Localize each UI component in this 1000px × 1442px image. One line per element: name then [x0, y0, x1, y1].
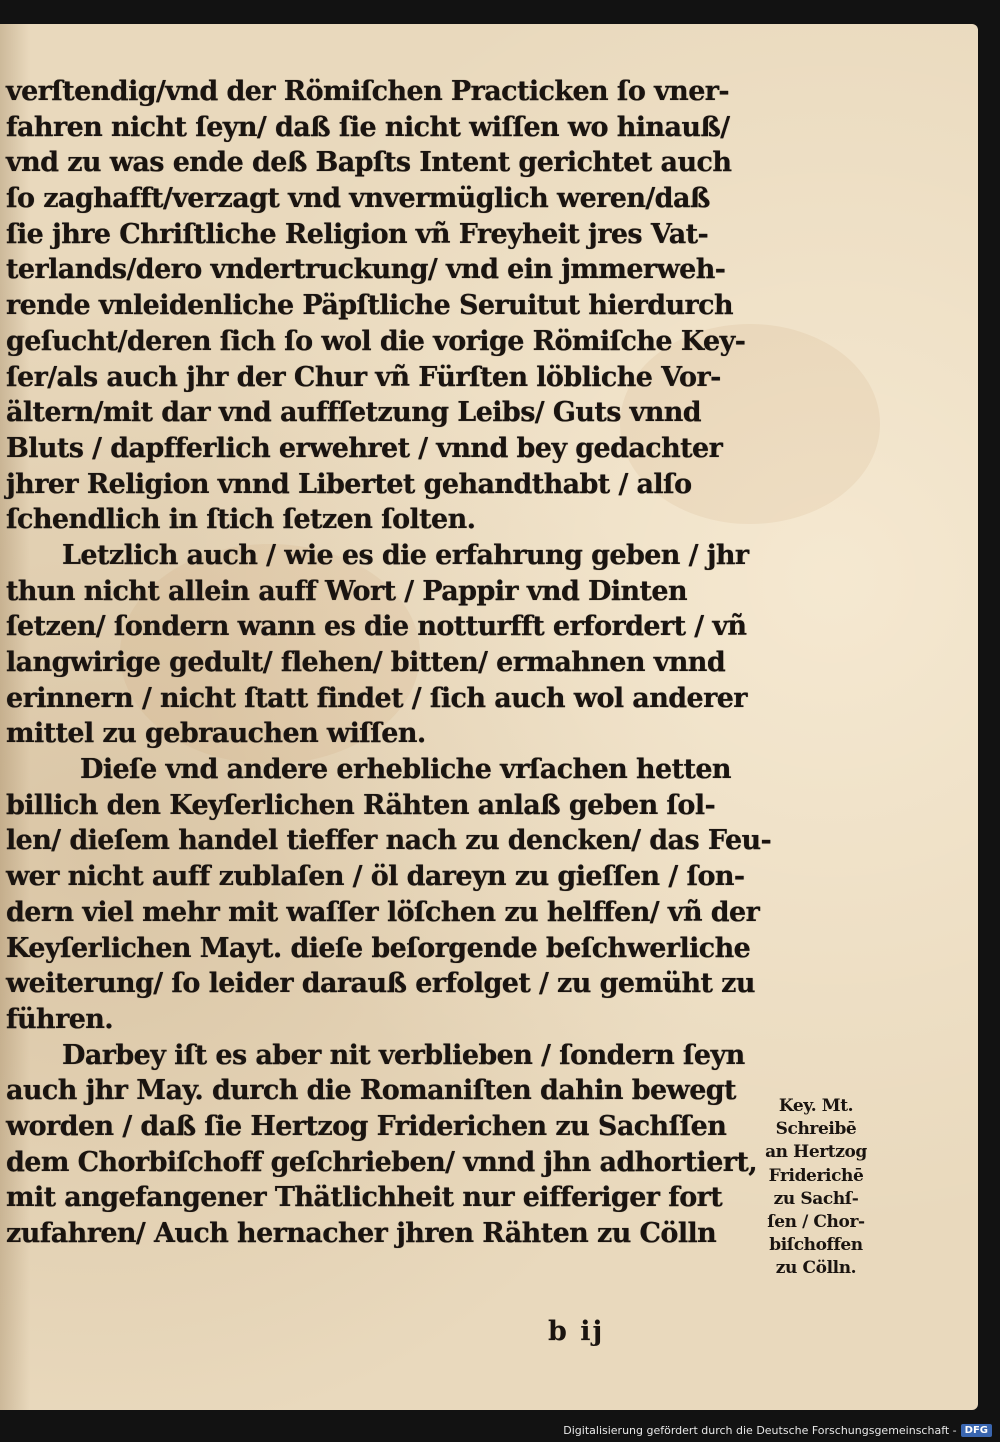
text-line: verſtendig/vnd der Römiſchen Practicken ſo vner-: [6, 76, 730, 107]
margin-note-line: zu Sachſ-: [773, 1188, 859, 1209]
text-line: fahren nicht ſeyn/ daß ſie nicht wiſſen wo hinauß/: [6, 111, 730, 143]
text-line: erinnern / nicht ſtatt findet / ſich auch wol anderer: [6, 682, 747, 714]
text-line: Keyſerlichen Mayt. dieſe beſorgende beſchwerliche: [6, 932, 751, 964]
text-line: führen.: [6, 1003, 114, 1035]
signature-mark: b ij: [548, 1316, 605, 1347]
text-line: vnd zu was ende deß Bapſts Intent gerichtet auch: [6, 147, 732, 179]
margin-note-line: biſchoffen: [769, 1235, 863, 1256]
footer-credit: [563, 1424, 992, 1437]
text-line: ältern/mit dar vnd auffſetzung Leibs/ Guts vnnd: [6, 397, 702, 429]
text-line: ſie jhre Chriſtliche Religion vñ Freyheit jres Vat-: [6, 218, 709, 250]
text-line: langwirige gedult/ flehen/ bitten/ ermahnen vnnd: [6, 647, 726, 678]
text-line: jhrer Religion vnnd Libertet gehandthabt / alſo: [6, 468, 692, 500]
text-line: Dieſe vnd andere erhebliche vrſachen hetten: [80, 754, 731, 786]
text-line: zufahren/ Auch hernacher jhren Rähten zu Cölln: [6, 1218, 717, 1249]
text-line: Bluts / dapfferlich erwehret / vnnd bey gedachter: [6, 432, 723, 464]
margin-note: [760, 1095, 872, 1281]
text-line: auch jhr May. durch die Romaniſten dahin bewegt: [6, 1075, 736, 1107]
text-line: geſucht/deren ſich ſo wol die vorige Römiſche Key-: [6, 325, 746, 357]
text-line: rende vnleidenliche Päpſtliche Seruitut hierdurch: [6, 290, 734, 322]
text-line: dern viel mehr mit waſſer löſchen zu helffen/ vñ der: [6, 896, 760, 928]
margin-note-line: Key. Mt.: [778, 1096, 854, 1116]
margin-note-line: an Hertzog: [765, 1142, 867, 1163]
text-line: weiterung/ ſo leider darauß erfolget / zu gemüht zu: [6, 968, 755, 1000]
text-line: ſetzen/ ſondern wann es die notturfft erfordert / vñ: [6, 611, 747, 643]
text-line: ſo zaghafft/verzagt vnd vnvermüglich weren/daß: [6, 183, 710, 215]
text-line: mit angefangener Thätlichheit nur eifferiger fort: [6, 1182, 723, 1214]
margin-note-line: Schreibē: [775, 1119, 857, 1140]
text-line: Letzlich auch / wie es die erfahrung geben / jhr: [62, 539, 749, 571]
margin-note-line: zu Cölln.: [775, 1258, 857, 1279]
text-line: ſchendlich in ſtich ſetzen ſolten.: [6, 504, 476, 536]
margin-note-line: Friderichē: [768, 1165, 864, 1186]
text-line: terlands/dero vndertruckung/ vnd ein jmmerweh-: [6, 254, 726, 286]
text-line: worden / daß ſie Hertzog Friderichen zu Sachſſen: [6, 1110, 727, 1142]
text-line: wer nicht auff zublaſen / öl dareyn zu gieſſen / ſon-: [6, 861, 745, 893]
text-line: billich den Keyſerlichen Rähten anlaß geben ſol-: [6, 789, 716, 821]
text-line: dem Chorbiſchoff geſchrieben/ vnnd jhn adhortiert,: [6, 1146, 758, 1178]
text-line: len/ dieſem handel tieffer nach zu dencken/ das Feu-: [6, 825, 772, 857]
margin-note-line: ſen / Chor-: [767, 1211, 865, 1232]
document-page: [0, 24, 978, 1410]
text-line: thun nicht allein auff Wort / Pappir vnd Dinten: [6, 575, 687, 607]
text-line: mittel zu gebrauchen wiſſen.: [6, 718, 426, 750]
text-line: ſer/als auch jhr der Chur vñ Fürſten löbliche Vor-: [6, 361, 721, 393]
footer-credit-text: Digitalisierung gefördert durch die Deutsche Forschungsgemeinschaft -: [563, 1424, 957, 1437]
body-text: [6, 74, 771, 1252]
dfg-logo-icon: DFG: [961, 1424, 992, 1437]
text-line: Darbey iſt es aber nit verblieben / ſondern ſeyn: [62, 1039, 745, 1071]
